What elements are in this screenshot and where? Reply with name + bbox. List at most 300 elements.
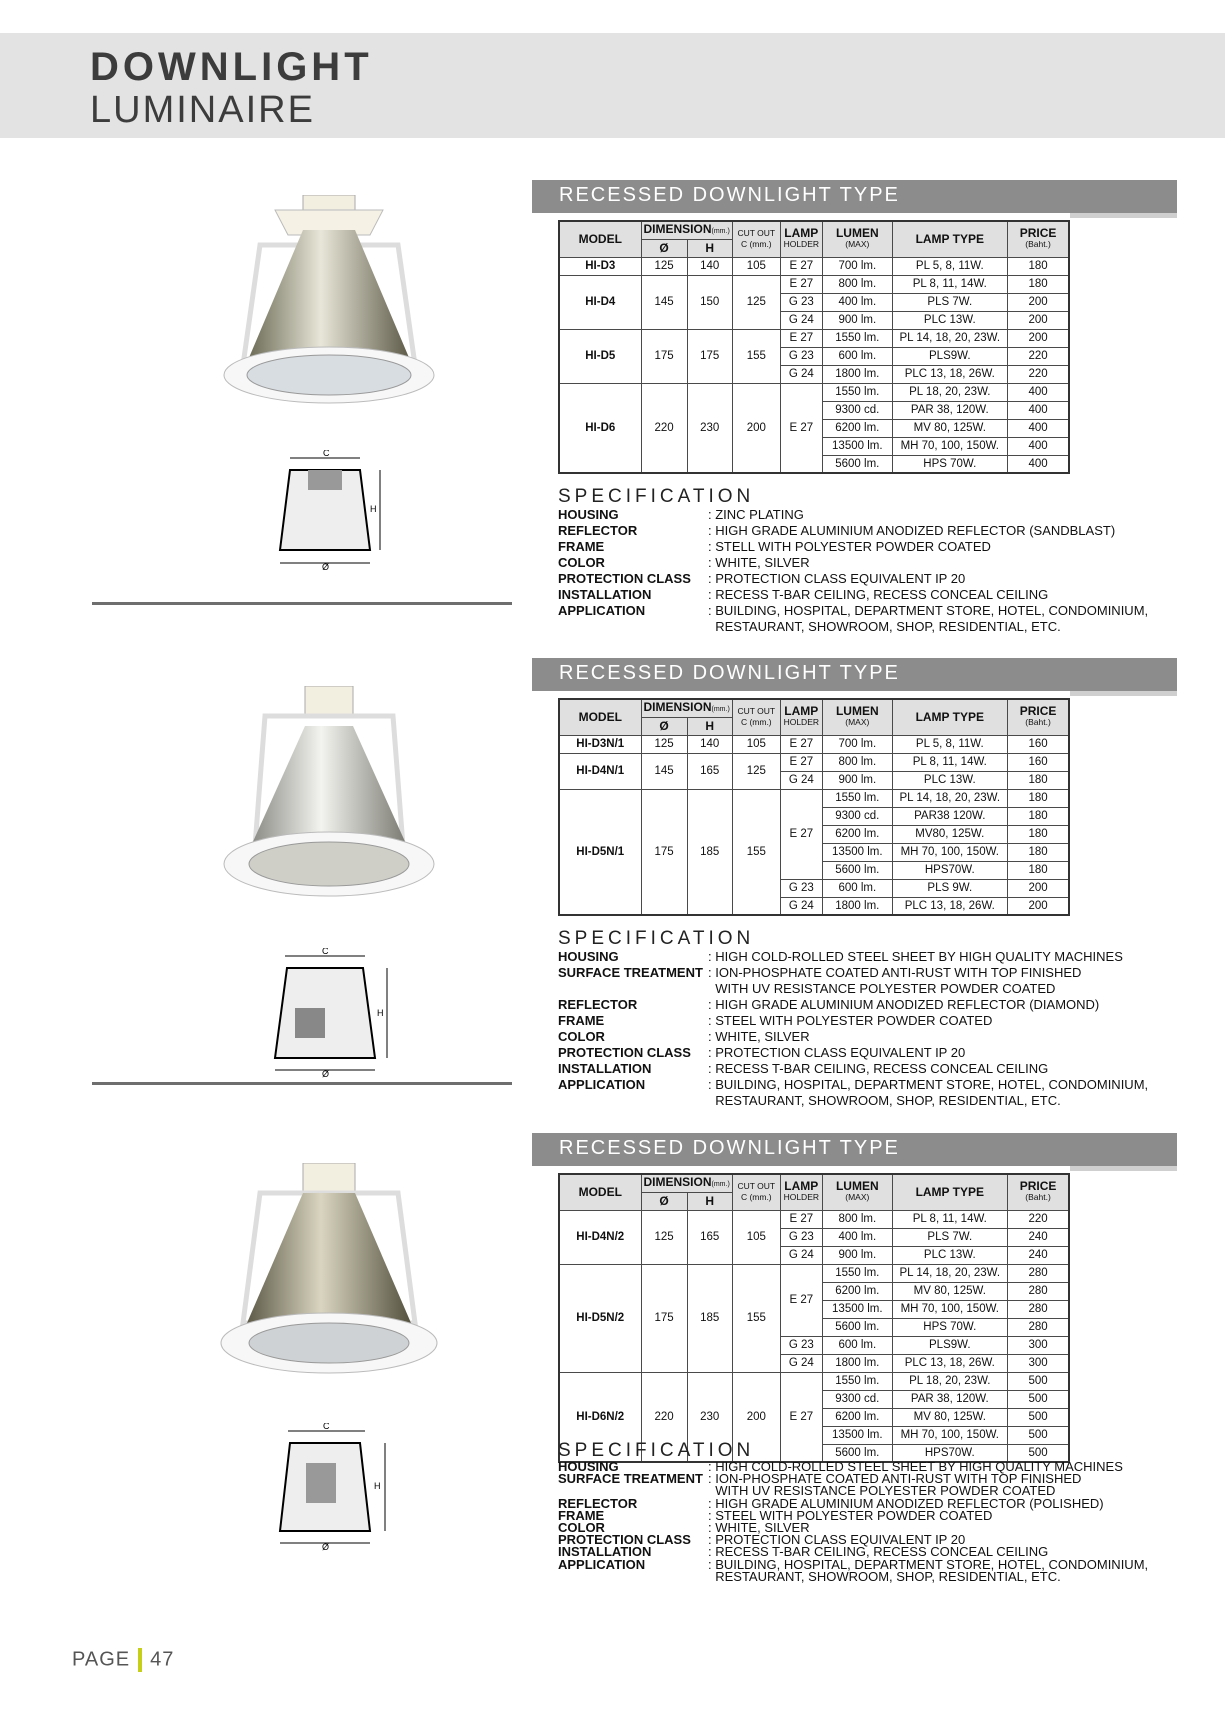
cell-price: 400 [1007,383,1069,401]
cell-model: HI-D6N/2 [559,1372,641,1462]
cell-price: 180 [1007,843,1069,861]
cell-cutout: 155 [732,329,780,383]
col-lamp-type [892,1174,1007,1210]
cell-lumen: 9300 cd. [822,1390,892,1408]
cell-lumen: 800 lm. [822,275,892,293]
cell-lumen: 800 lm. [822,753,892,771]
col-model [559,1174,641,1210]
col-model-text: MODEL [578,709,622,724]
cell-lamp: PL 5, 8, 11W. [892,735,1007,753]
cell-lumen: 700 lm. [822,735,892,753]
dimension-unit: (mm.) [711,1180,730,1188]
header-row [559,1174,1069,1192]
spec-row [558,1029,1148,1045]
col-dimension [641,1174,732,1192]
cell-lamp: PL 14, 18, 20, 23W. [892,329,1007,347]
cell-model: HI-D6 [559,383,641,473]
cutout-text: CUT OUT [737,706,776,717]
spec-value: RESTAURANT, SHOWROOM, SHOP, RESIDENTIAL, ETC. [708,1568,1061,1584]
cell-lumen: 1550 lm. [822,1264,892,1282]
cell-price: 500 [1007,1408,1069,1426]
col-lamp-holder [780,699,822,735]
col-height [687,1192,732,1210]
col-lamp-type [892,699,1007,735]
table-header [559,221,1069,257]
col-diameter [641,239,687,257]
cell-lamp: HPS70W. [892,1444,1007,1462]
cell-lamp: HPS 70W. [892,455,1007,473]
cell-lamp: PLC 13W. [892,311,1007,329]
table-body [559,1210,1069,1462]
cell-holder: G 24 [780,897,822,915]
cell-lumen: 6200 lm. [822,825,892,843]
cell-price: 300 [1007,1354,1069,1372]
cell-price: 180 [1007,807,1069,825]
downlight-photo [215,195,445,425]
cell-price: 500 [1007,1372,1069,1390]
section-title-bar [532,180,1177,213]
cell-lamp: PLS9W. [892,347,1007,365]
cell-price: 200 [1007,329,1069,347]
section-title-bar [532,1133,1177,1166]
col-lumen-text: LUMEN [835,226,879,241]
cell-price: 240 [1007,1228,1069,1246]
col-diameter [641,717,687,735]
spec-key: FRAME [558,1507,605,1523]
table-header [559,699,1069,735]
spec-row [558,523,1148,539]
cell-price: 200 [1007,879,1069,897]
cell-holder: E 27 [780,383,822,473]
col-lamp-holder-text: LAMP [784,226,819,241]
spec-row [558,539,1148,555]
spec-list [558,1461,1148,1583]
spec-title: SPECIFICATION [558,1440,755,1461]
spec-value: WITH UV RESISTANCE POLYESTER POWDER COATED [708,981,1056,996]
cell-cutout: 155 [732,789,780,915]
cell-price: 220 [1007,1210,1069,1228]
spec-row [558,1045,1148,1061]
col-lamp-holder [780,221,822,257]
cell-lumen: 13500 lm. [822,843,892,861]
cutout-sub [735,239,778,250]
spec-key: COLOR [558,555,605,570]
cell-price: 180 [1007,861,1069,879]
section-underline [92,602,512,605]
cell-lamp: MV 80, 125W. [892,1282,1007,1300]
c-label: C [323,1423,330,1431]
spec-value: : RECESS T-BAR CEILING, RECESS CONCEAL CEILING [708,587,1049,602]
cell-price: 220 [1007,365,1069,383]
spec-value: : BUILDING, HOSPITAL, DEPARTMENT STORE, HOTEL, CONDOMINIUM, [708,603,1149,618]
cell-price: 500 [1007,1444,1069,1462]
spec-row [558,587,1148,603]
col-dimension [641,221,732,239]
col-cutout [732,221,780,257]
col-lamp-type-text: LAMP TYPE [915,1184,985,1199]
cell-lamp: PL 8, 11, 14W. [892,1210,1007,1228]
col-price-sub: (Baht.) [1025,717,1051,728]
cell-lumen: 13500 lm. [822,437,892,455]
cell-price: 280 [1007,1282,1069,1300]
cell-price: 240 [1007,1246,1069,1264]
cell-height: 150 [687,275,732,329]
header-row [559,221,1069,239]
spec-key: INSTALLATION [558,1544,652,1560]
cutout-sub [735,1192,778,1203]
cell-diameter: 145 [641,275,687,329]
cutout-sub [735,717,778,728]
cell-lamp: MH 70, 100, 150W. [892,1426,1007,1444]
dimension-text: DIMENSION [643,1174,712,1189]
section-title: RECESSED DOWNLIGHT TYPE [559,184,900,206]
cell-height: 165 [687,1210,732,1264]
dia-label: Ø [322,1069,330,1078]
spec-key: HOUSING [558,949,619,964]
c-label: C [323,450,330,458]
cell-lumen: 400 lm. [822,1228,892,1246]
spec-row [558,965,1148,981]
col-price-text: PRICE [1019,226,1057,241]
cell-model: HI-D5N/2 [559,1264,641,1372]
spec-key [558,1571,708,1583]
cell-height: 140 [687,257,732,275]
spec-key: COLOR [558,1029,605,1044]
spec-row [558,603,1148,619]
spec-key: APPLICATION [558,1556,646,1572]
table-row [559,753,1069,771]
col-cutout [732,699,780,735]
dimension-diagram [270,450,390,570]
cell-lumen: 600 lm. [822,1336,892,1354]
spec-title: SPECIFICATION [558,928,755,949]
cell-holder: G 24 [780,1246,822,1264]
cell-lumen: 5600 lm. [822,455,892,473]
cell-model: HI-D3N/1 [559,735,641,753]
spec-key: HOUSING [558,1459,619,1474]
cell-lamp: PLC 13W. [892,771,1007,789]
cell-diameter: 220 [641,383,687,473]
spec-row [558,1568,1148,1584]
col-model-text: MODEL [578,1184,622,1199]
spec-value: : ZINC PLATING [708,507,804,522]
cell-lamp: MH 70, 100, 150W. [892,1300,1007,1318]
cell-lamp: HPS 70W. [892,1318,1007,1336]
cell-lumen: 6200 lm. [822,419,892,437]
cell-lamp: PLC 13, 18, 26W. [892,365,1007,383]
col-price [1007,221,1069,257]
col-diameter-text: Ø [659,240,669,255]
col-model [559,699,641,735]
cell-price: 180 [1007,275,1069,293]
section-bar-accent [1070,691,1177,696]
cell-lamp: PAR38 120W. [892,807,1007,825]
cell-lamp: PL 8, 11, 14W. [892,275,1007,293]
page-footer [72,1648,174,1672]
spec-key: SURFACE TREATMENT [558,965,703,980]
spec-row [558,555,1148,571]
downlight-photo [215,1163,445,1393]
cell-diameter: 220 [641,1372,687,1462]
cell-holder: G 23 [780,879,822,897]
cell-lumen: 700 lm. [822,257,892,275]
cell-lumen: 600 lm. [822,879,892,897]
spec-value: : BUILDING, HOSPITAL, DEPARTMENT STORE, HOTEL, CONDOMINIUM, [708,1556,1149,1572]
col-lamp-type-text: LAMP TYPE [915,709,985,724]
col-dimension [641,699,732,717]
spec-value: : WHITE, SILVER [708,1029,810,1044]
spec-key: PROTECTION CLASS [558,1532,691,1548]
col-lumen [822,699,892,735]
spec-key: APPLICATION [558,603,646,618]
col-model [559,221,641,257]
spec-value: : HIGH COLD-ROLLED STEEL SHEET BY HIGH QUALITY MACHINES [708,1459,1123,1474]
cell-price: 200 [1007,897,1069,915]
cell-lamp: PLC 13, 18, 26W. [892,897,1007,915]
page-header [0,33,1225,138]
spec-value: : WHITE, SILVER [708,1520,810,1536]
spec-value: : RECESS T-BAR CEILING, RECESS CONCEAL CEILING [708,1061,1049,1076]
cell-lamp: PL 18, 20, 23W. [892,383,1007,401]
section-title-bar [532,658,1177,691]
cell-holder: G 23 [780,347,822,365]
cell-cutout: 200 [732,1372,780,1462]
downlight-photo [215,686,445,916]
cell-lumen: 6200 lm. [822,1408,892,1426]
col-height [687,239,732,257]
spec-row [558,997,1148,1013]
cell-lumen: 1550 lm. [822,383,892,401]
col-lumen-sub: (MAX) [845,1192,870,1203]
spec-value: : ION-PHOSPHATE COATED ANTI-RUST WITH TOP FINISHED [708,1471,1082,1487]
cell-lumen: 1550 lm. [822,789,892,807]
spec-row [558,1061,1148,1077]
col-height-text: H [705,1193,715,1208]
spec-key: SURFACE TREATMENT [558,1471,703,1487]
dia-label: Ø [322,1542,330,1552]
cell-model: HI-D5 [559,329,641,383]
cell-price: 200 [1007,311,1069,329]
cell-height: 165 [687,753,732,789]
table-header [559,1174,1069,1210]
footer-divider [138,1648,142,1672]
cell-cutout: 105 [732,257,780,275]
table-row [559,735,1069,753]
table-row [559,1372,1069,1390]
cell-lamp: PLC 13, 18, 26W. [892,1354,1007,1372]
cell-price: 180 [1007,789,1069,807]
cutout-text: CUT OUT [737,228,776,239]
cell-holder: E 27 [780,789,822,879]
cell-height: 185 [687,789,732,915]
table-row [559,789,1069,807]
h-label: H [377,1008,384,1018]
col-price [1007,1174,1069,1210]
cell-holder: G 24 [780,311,822,329]
cell-diameter: 175 [641,329,687,383]
cell-lumen: 1800 lm. [822,365,892,383]
cutout-unit: (mm.) [749,239,772,250]
col-lamp-holder-text: LAMP [784,704,819,719]
spec-key: COLOR [558,1520,605,1536]
spec-value: : HIGH GRADE ALUMINIUM ANODIZED REFLECTOR (SANDBLAST) [708,523,1116,538]
spec-key: FRAME [558,1013,605,1028]
spec-key: APPLICATION [558,1077,646,1092]
cell-lumen: 800 lm. [822,1210,892,1228]
table-row [559,1264,1069,1282]
spec-value: : PROTECTION CLASS EQUIVALENT IP 20 [708,1532,966,1548]
cell-model: HI-D4N/2 [559,1210,641,1264]
cell-price: 180 [1007,257,1069,275]
spec-row [558,949,1148,965]
table-row [559,275,1069,293]
cell-lamp: HPS70W. [892,861,1007,879]
cell-cutout: 200 [732,383,780,473]
table-row [559,329,1069,347]
spec-value: WITH UV RESISTANCE POLYESTER POWDER COATED [708,1483,1056,1499]
spec-key [558,619,708,635]
spec-list [558,507,1148,635]
col-lumen-sub: (MAX) [845,239,870,250]
col-price-text: PRICE [1019,704,1057,719]
cell-lamp: PLS9W. [892,1336,1007,1354]
cell-diameter: 125 [641,1210,687,1264]
spec-value: RESTAURANT, SHOWROOM, SHOP, RESIDENTIAL, ETC. [708,619,1061,634]
cell-holder: E 27 [780,753,822,771]
col-lamp-holder-sub: HOLDER [783,239,820,250]
cell-diameter: 125 [641,257,687,275]
cell-lamp: MV80, 125W. [892,825,1007,843]
spec-row [558,981,1148,997]
cell-price: 400 [1007,455,1069,473]
spec-row [558,571,1148,587]
dimension-diagram [265,948,395,1078]
header-row [559,699,1069,717]
cell-lumen: 13500 lm. [822,1426,892,1444]
cell-diameter: 145 [641,753,687,789]
cell-price: 400 [1007,419,1069,437]
col-lamp-type [892,221,1007,257]
cell-lamp: PLS 7W. [892,293,1007,311]
cell-height: 185 [687,1264,732,1372]
cell-lumen: 1800 lm. [822,1354,892,1372]
spec-value: : STEEL WITH POLYESTER POWDER COATED [708,1507,993,1523]
cell-holder: G 23 [780,1228,822,1246]
spec-title: SPECIFICATION [558,486,755,507]
col-diameter [641,1192,687,1210]
dimension-text: DIMENSION [643,221,712,236]
cell-cutout: 105 [732,1210,780,1264]
col-height-text: H [705,240,715,255]
cell-holder: G 24 [780,771,822,789]
cell-lumen: 900 lm. [822,771,892,789]
cell-lamp: PLS 9W. [892,879,1007,897]
cell-lamp: PL 18, 20, 23W. [892,1372,1007,1390]
spec-value: : WHITE, SILVER [708,555,810,570]
cell-lumen: 600 lm. [822,347,892,365]
page-label: PAGE [72,1648,131,1671]
table-body [559,735,1069,915]
cell-lamp: PL 14, 18, 20, 23W. [892,789,1007,807]
spec-value: : STELL WITH POLYESTER POWDER COATED [708,539,991,554]
cell-lumen: 5600 lm. [822,861,892,879]
spec-key [558,981,708,997]
dimension-unit: (mm.) [711,227,730,235]
col-cutout [732,1174,780,1210]
cell-holder: E 27 [780,257,822,275]
cell-price: 500 [1007,1390,1069,1408]
spec-key: PROTECTION CLASS [558,571,691,586]
table-body [559,257,1069,473]
spec-key [558,1093,708,1109]
cell-model: HI-D3 [559,257,641,275]
spec-value: : BUILDING, HOSPITAL, DEPARTMENT STORE, HOTEL, CONDOMINIUM, [708,1077,1149,1092]
cell-price: 220 [1007,347,1069,365]
cell-price: 180 [1007,825,1069,843]
col-lamp-holder [780,1174,822,1210]
spec-row [558,1077,1148,1093]
spec-key: REFLECTOR [558,1495,638,1511]
cutout-c: C [740,1192,748,1203]
cell-holder: E 27 [780,329,822,347]
cell-price: 180 [1007,771,1069,789]
col-lamp-type-text: LAMP TYPE [915,231,985,246]
cell-price: 400 [1007,401,1069,419]
spec-row [558,619,1148,635]
cell-holder: G 24 [780,1354,822,1372]
cell-holder: E 27 [780,1372,822,1462]
col-lumen-text: LUMEN [835,1179,879,1194]
spec-key: INSTALLATION [558,587,652,602]
spec-value: : PROTECTION CLASS EQUIVALENT IP 20 [708,1045,966,1060]
cutout-unit: (mm.) [749,717,772,728]
cell-diameter: 175 [641,789,687,915]
col-height [687,717,732,735]
cell-price: 200 [1007,293,1069,311]
cell-lamp: PAR 38, 120W. [892,1390,1007,1408]
cell-price: 280 [1007,1318,1069,1336]
cell-height: 175 [687,329,732,383]
spec-value: RESTAURANT, SHOWROOM, SHOP, RESIDENTIAL, ETC. [708,1093,1061,1108]
spec-row [558,507,1148,523]
spec-key: INSTALLATION [558,1061,652,1076]
cell-price: 160 [1007,753,1069,771]
section-title: RECESSED DOWNLIGHT TYPE [559,662,900,684]
cell-holder: E 27 [780,1264,822,1336]
cell-price: 300 [1007,1336,1069,1354]
cell-lumen: 1550 lm. [822,329,892,347]
cell-price: 280 [1007,1264,1069,1282]
section-title: RECESSED DOWNLIGHT TYPE [559,1137,900,1159]
col-price-sub: (Baht.) [1025,1192,1051,1203]
cell-model: HI-D5N/1 [559,789,641,915]
dimension-diagram [270,1423,395,1553]
cell-lumen: 9300 cd. [822,807,892,825]
cell-lumen: 5600 lm. [822,1318,892,1336]
table-row [559,1210,1069,1228]
spec-value: : ION-PHOSPHATE COATED ANTI-RUST WITH TOP FINISHED [708,965,1082,980]
page-title: DOWNLIGHT [90,45,373,89]
col-diameter-text: Ø [659,718,669,733]
col-price [1007,699,1069,735]
spec-key: REFLECTOR [558,997,638,1012]
h-label: H [370,504,377,514]
col-lamp-holder-text: LAMP [784,1179,819,1194]
cell-height: 230 [687,1372,732,1462]
dia-label: Ø [322,562,330,570]
cell-holder: E 27 [780,275,822,293]
table-row [559,383,1069,401]
